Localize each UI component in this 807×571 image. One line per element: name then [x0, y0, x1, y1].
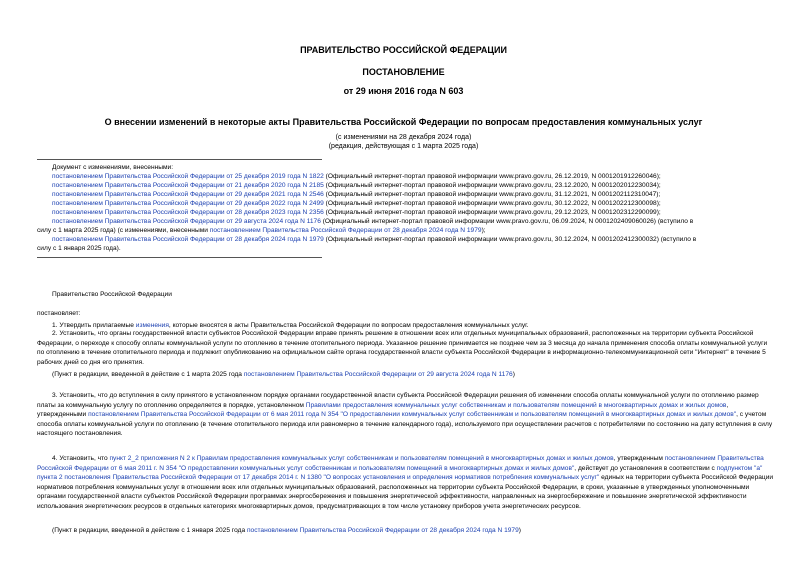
- paragraph-2: 2. Установить, что органы государственной власти субъектов Российской Федерации вправе принять решение в отношении всех или отдельных муниципальных образований, расположенных на территории субъекта Российской Федерации, о переходе к способу оплаты коммунальной услуги по отоплению в течение отопительного периода. Указанное решение принимается не позднее чем за 3 месяца до начала применения способа оплаты коммунальной услуги по отоплению в течение отопительного периода и подлежит опубликованию на официальном сайте органа государственной власти субъекта Российской Федерации в информационно-телекоммуникационной сети "Интернет" в течение 5 рабочих дней со дня его принятия.: [37, 330, 768, 366]
- decree-link[interactable]: постановлением Правительства Российской Федерации от 29 августа 2024 года N 1176: [243, 371, 513, 378]
- amendments-intro: Документ с изменениями, внесенными:: [52, 164, 174, 171]
- amendment-link[interactable]: постановлением Правительства Российской Федерации от 28 декабря 2024 года N 1979: [52, 236, 324, 243]
- divider-top: [37, 159, 322, 160]
- amendment-link[interactable]: постановлением Правительства Российской Федерации от 28 декабря 2024 года N 1979: [209, 227, 482, 234]
- amendment-item: постановлением Правительства Российской Федерации от 29 августа 2024 года N 1176 (Официальный интернет-портал правовой информации www.pravo.gov.ru, 06.09.2024, N 0001202409060026) (вступило в: [52, 218, 694, 225]
- document-title: О внесении изменений в некоторые акты Правительства Российской Федерации по вопросам предоставления коммунальных услуг: [104, 117, 703, 127]
- amendment-item: постановлением Правительства Российской Федерации от 25 декабря 2019 года N 1822 (Официальный интернет-портал правовой информации www.pravo.gov.ru, 26.12.2019, N 0001201912260046);: [52, 173, 661, 180]
- decree-link[interactable]: постановлением Правительства Российской Федерации от 6 мая 2011 года N 354 "О предоставлении коммунальных услуг собственникам и пользователям помещений в многоквартирных домах и жилых домов": [88, 411, 737, 419]
- government-heading: ПРАВИТЕЛЬСТВО РОССИЙСКОЙ ФЕДЕРАЦИИ: [300, 45, 507, 55]
- amendment-link[interactable]: постановлением Правительства Российской Федерации от 25 декабря 2019 года N 1822: [52, 173, 324, 180]
- amendment-item: постановлением Правительства Российской Федерации от 29 декабря 2021 года N 2546 (Официальный интернет-портал правовой информации www.pravo.gov.ru, 31.12.2021, N 0001202112310047);: [52, 191, 661, 198]
- amendment-item-continued: силу с 1 января 2025 года).: [37, 245, 121, 252]
- doc-type-heading: ПОСТАНОВЛЕНИЕ: [362, 67, 445, 77]
- paragraph-3: 3. Установить, что до вступления в силу принятого в установленном порядке органами государственной власти субъекта Российской Федерации решения об изменении способа оплаты коммунальной услуги по отоплению размер платы за коммунальную услугу по отоплению определяется в порядке, установленном Правилами предоставления коммунальных услуг собственникам и пользователям помещений в многоквартирных домах и жилых домов, утвержденными постановлением Правительства Российской Федерации от 6 мая 2011 года N 354 "О предоставлении коммунальных услуг собственникам и пользователям помещений в многоквартирных домах и жилых домов", с учетом способа оплаты коммунальной услуги по отоплению (в течение отопительного периода или равномерно в течение календарного года), используемого при осуществлении расчетов с потребителями по состоянию на дату вступления в силу настоящего постановления.: [37, 392, 773, 438]
- amendment-link[interactable]: постановлением Правительства Российской Федерации от 29 декабря 2021 года N 2546: [52, 191, 324, 198]
- edition-note: (редакция, действующая с 1 марта 2025 года): [328, 143, 479, 150]
- decree-link[interactable]: постановлением Правительства Российской Федерации от 6 мая 2011 г. N 354 "О предоставлении коммунальных услуг собственникам и пользователям помещений в многоквартирных домах и жилых домов": [37, 455, 764, 472]
- amendment-item: постановлением Правительства Российской Федерации от 21 декабря 2020 года N 2185 (Официальный интернет-портал правовой информации www.pravo.gov.ru, 23.12.2020, N 0001202012230034);: [52, 182, 661, 189]
- decrees-line: постановляет:: [37, 310, 81, 317]
- divider-bottom: [37, 257, 322, 258]
- decree-link[interactable]: постановлением Правительства Российской Федерации от 28 декабря 2024 года N 1979: [246, 527, 519, 534]
- amendment-link[interactable]: постановлением Правительства Российской Федерации от 21 декабря 2020 года N 2185: [52, 182, 324, 189]
- amendment-item-continued: силу с 1 марта 2025 года) (с изменениями, внесенными постановлением Правительства Российской Федерации от 28 декабря 2024 года N 1979);: [37, 227, 486, 234]
- amendment-item: постановлением Правительства Российской Федерации от 28 декабря 2024 года N 1979 (Официальный интернет-портал правовой информации www.pravo.gov.ru, 30.12.2024, N 0001202412300032) (вступило в: [52, 236, 697, 243]
- rules-item-link[interactable]: пункт 2_2 приложения N 2 к Правилам предоставления коммунальных услуг собственникам и пользователям помещений в многоквартирных домах и жилых домов: [109, 455, 614, 462]
- amendment-link[interactable]: постановлением Правительства Российской Федерации от 29 декабря 2022 года N 2499: [52, 200, 324, 207]
- subparagraph-link[interactable]: подпунктом "а" пункта 2 постановления Правительства Российской Федерации от 17 декабря 2014 г. N 1380 "О вопросах установления и определения нормативов потребления коммунальных услуг": [37, 464, 763, 482]
- paragraph-1: 1. Утвердить прилагаемые изменения, которые вносятся в акты Правительства Российской Федерации по вопросам предоставления коммунальных услуг.: [52, 322, 529, 329]
- amendment-link[interactable]: постановлением Правительства Российской Федерации от 29 августа 2024 года N 1176: [52, 218, 321, 225]
- paragraph-4-note: (Пункт в редакции, введенной в действие с 1 января 2025 года постановлением Правительства Российской Федерации от 28 декабря 2024 года N 1979): [52, 527, 521, 534]
- changes-link[interactable]: изменения: [135, 322, 169, 329]
- paragraph-4: 4. Установить, что пункт 2_2 приложения N 2 к Правилам предоставления коммунальных услуг собственникам и пользователям помещений в многоквартирных домах и жилых домов, утвержденным постановлением Правительства Российской Федерации от 6 мая 2011 г. N 354 "О предоставлении коммунальных услуг собственникам и пользователям помещений в многоквартирных домах и жилых домов", действует до установления в соответствии с подпунктом "а" пункта 2 постановления Правительства Российской Федерации от 17 декабря 2014 г. N 1380 "О вопросах установления и определения нормативов потребления коммунальных услуг" единых на территории субъекта Российской Федерации нормативов потребления коммунальных услуг в отношении всех или отдельных муниципальных образований, расположенных на территории субъекта Российской Федерации, в сроки, указанные в утвержденных уполномоченными органами государственной власти субъектов Российской Федерации программах энергосбережения и повышения энергетической эффективности, направленных на энергосбережение и повышение энергетической эффективности использования энергетических ресурсов в отдельных категориях многоквартирных домов, предусматривающих в том числе установку приборов учета энергетических ресурсов.: [37, 455, 774, 510]
- amendment-link[interactable]: постановлением Правительства Российской Федерации от 28 декабря 2023 года N 2356: [52, 209, 324, 216]
- date-number-heading: от 29 июня 2016 года N 603: [343, 86, 464, 96]
- amendment-item: постановлением Правительства Российской Федерации от 29 декабря 2022 года N 2499 (Официальный интернет-портал правовой информации www.pravo.gov.ru, 30.12.2022, N 0001202212300098);: [52, 200, 661, 207]
- changes-note: (с изменениями на 28 декабря 2024 года): [335, 134, 472, 141]
- government-line: Правительство Российской Федерации: [52, 291, 172, 298]
- amendment-item: постановлением Правительства Российской Федерации от 28 декабря 2023 года N 2356 (Официальный интернет-портал правовой информации www.pravo.gov.ru, 29.12.2023, N 0001202312290099);: [52, 209, 661, 216]
- rules-link[interactable]: Правилами предоставления коммунальных услуг собственникам и пользователям помещений в многоквартирных домах и жилых домов: [305, 401, 727, 409]
- paragraph-2-note: (Пункт в редакции, введенной в действие с 1 марта 2025 года постановлением Правительства Российской Федерации от 29 августа 2024 года N 1176): [52, 371, 515, 378]
